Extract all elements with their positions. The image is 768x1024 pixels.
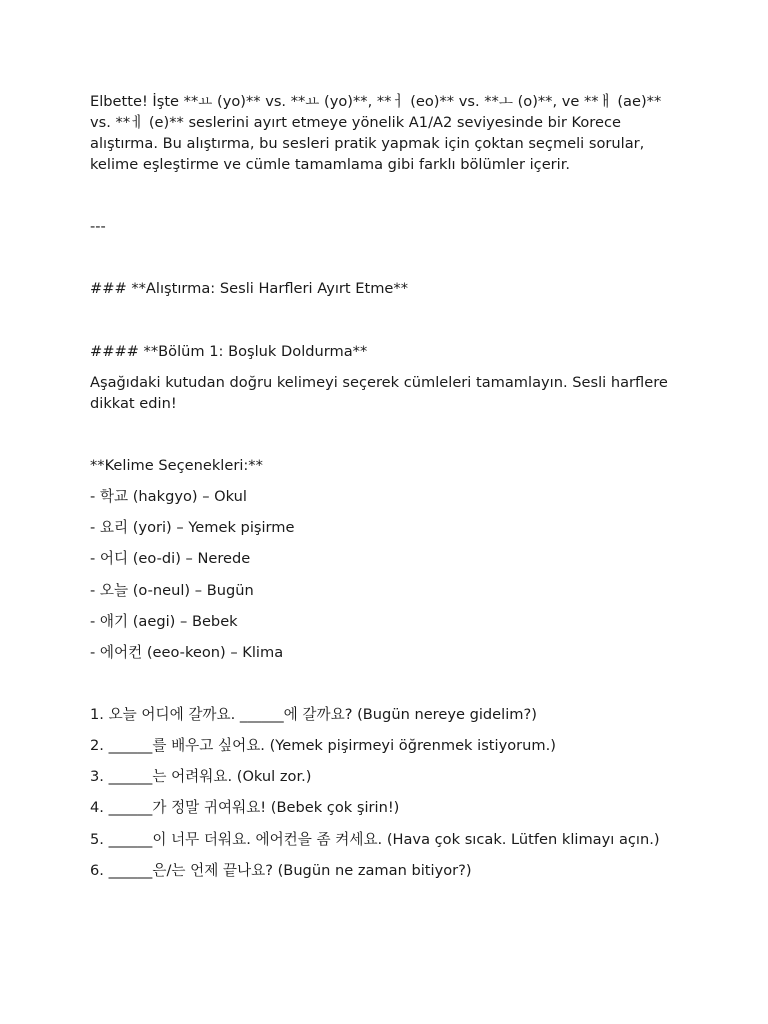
section1-instructions: Aşağıdaki kutudan doğru kelimeyi seçerek cümleleri tamamlayın. Sesli harflere dikkat edin!: [90, 374, 668, 412]
list-item: - 학교 (hakgyo) – Okul: [90, 488, 247, 505]
sentence-item: 1. 오늘 어디에 갈까요. ______에 갈까요? (Bugün nereye gidelim?): [90, 706, 537, 723]
options-heading: **Kelime Seçenekleri:**: [90, 457, 263, 474]
list-item: - 에어컨 (eeo-keon) – Klima: [90, 644, 284, 661]
section1-heading: #### **Bölüm 1: Boşluk Doldurma**: [90, 343, 368, 360]
sentence-item: 2. ______를 배우고 싶어요. (Yemek pişirmeyi öğrenmek istiyorum.): [90, 737, 556, 754]
list-item: - 요리 (yori) – Yemek pişirme: [90, 519, 295, 536]
sentence-item: 5. ______이 너무 더워요. 에어컨을 좀 켜세요. (Hava çok sıcak. Lütfen klimayı açın.): [90, 831, 660, 848]
intro-paragraph: Elbette! İşte **ㅛ (yo)** vs. **ㅛ (yo)**, **ㅓ (eo)** vs. **ㅗ (o)**, ve **ㅐ (ae)** vs. **ㅔ (e)** seslerini ayırt etmeye yönelik A1/A2 seviyesinde bir Korece alıştırma. Bu alıştırma, bu sesleri pratik yapmak için çoktan seçmeli sorular, kelime eşleştirme ve cümle tamamlama gibi farklı bölümler içerir.: [90, 93, 662, 173]
sentence-item: 3. ______는 어려워요. (Okul zor.): [90, 768, 312, 785]
horizontal-rule-text: ---: [90, 218, 106, 235]
list-item: - 오늘 (o-neul) – Bugün: [90, 582, 254, 599]
exercise-heading: ### **Alıştırma: Sesli Harfleri Ayırt Etme**: [90, 280, 408, 297]
list-item: - 어디 (eo-di) – Nerede: [90, 550, 251, 567]
sentence-item: 6. ______은/는 언제 끝나요? (Bugün ne zaman bitiyor?): [90, 862, 472, 879]
sentence-item: 4. ______가 정말 귀여워요! (Bebek çok şirin!): [90, 799, 400, 816]
list-item: - 애기 (aegi) – Bebek: [90, 613, 238, 630]
